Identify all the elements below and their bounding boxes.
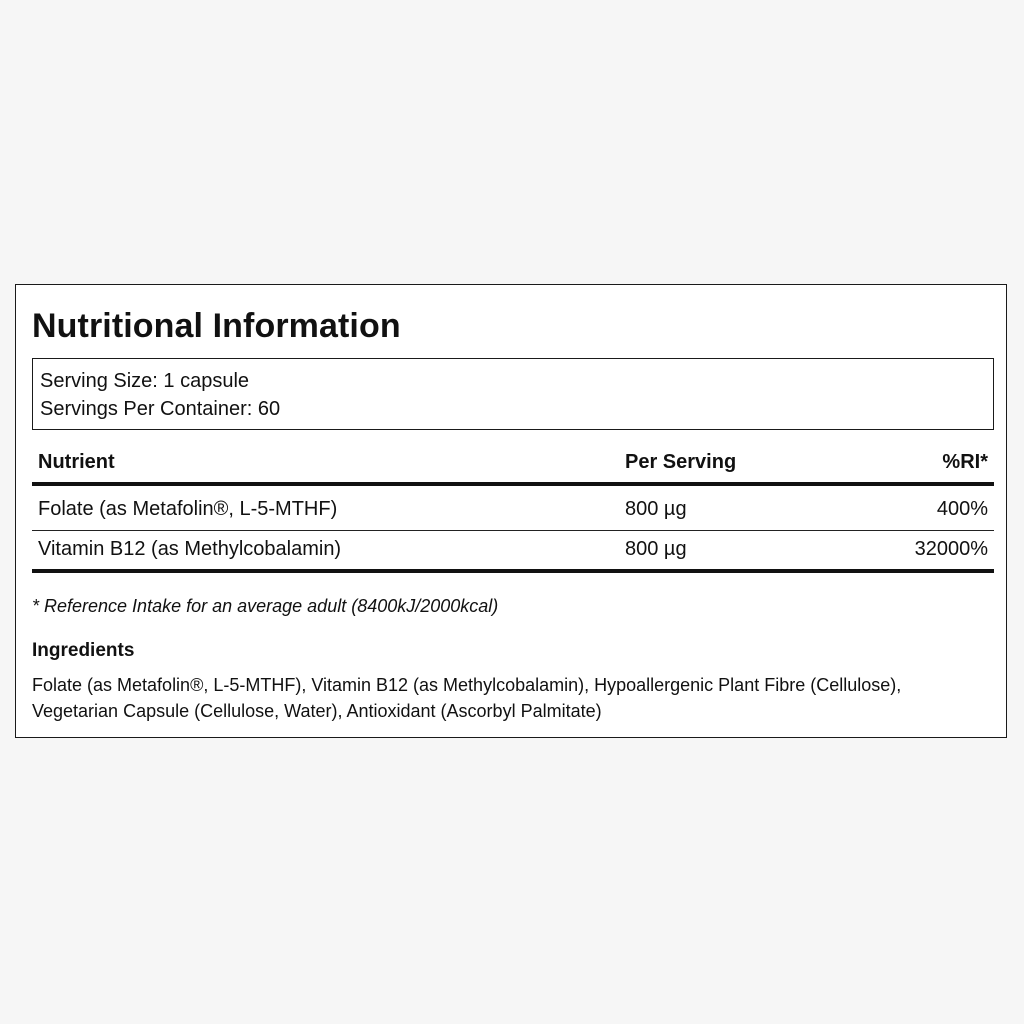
- servings-per-container: Servings Per Container: 60: [40, 398, 281, 420]
- table-bottom-divider: [32, 569, 994, 573]
- table-row: [32, 531, 994, 569]
- header-nutrient: Nutrient: [38, 451, 115, 473]
- nutrient-ri: 400%: [936, 498, 988, 520]
- nutrient-amount: 800 µg: [625, 538, 687, 560]
- serving-info-box: [32, 358, 994, 430]
- nutrient-name: Folate (as Metafolin®, L-5-MTHF): [38, 498, 338, 520]
- panel-title: Nutritional Information: [32, 307, 401, 345]
- nutrition-panel: [15, 284, 1007, 738]
- table-row: [32, 486, 994, 530]
- ingredients-heading: Ingredients: [32, 640, 135, 661]
- table-header-row: [32, 446, 994, 482]
- serving-size: Serving Size: 1 capsule: [40, 370, 250, 392]
- header-per-serving: Per Serving: [625, 451, 737, 473]
- nutrient-amount: 800 µg: [625, 498, 687, 520]
- nutrient-table: [32, 446, 994, 573]
- header-ri: %RI*: [942, 451, 988, 473]
- ingredients-list: Folate (as Metafolin®, L-5-MTHF), Vitamin B12 (as Methylcobalamin), Hypoallergenic Plant Fibre (Cellulose), Vegetarian Capsule (Cellulose, Water), Antioxidant (Ascorbyl Palmitate): [32, 675, 902, 721]
- ri-footnote: * Reference Intake for an average adult (8400kJ/2000kcal): [32, 596, 499, 616]
- nutrient-ri: 32000%: [914, 538, 988, 560]
- nutrient-name: Vitamin B12 (as Methylcobalamin): [38, 538, 342, 560]
